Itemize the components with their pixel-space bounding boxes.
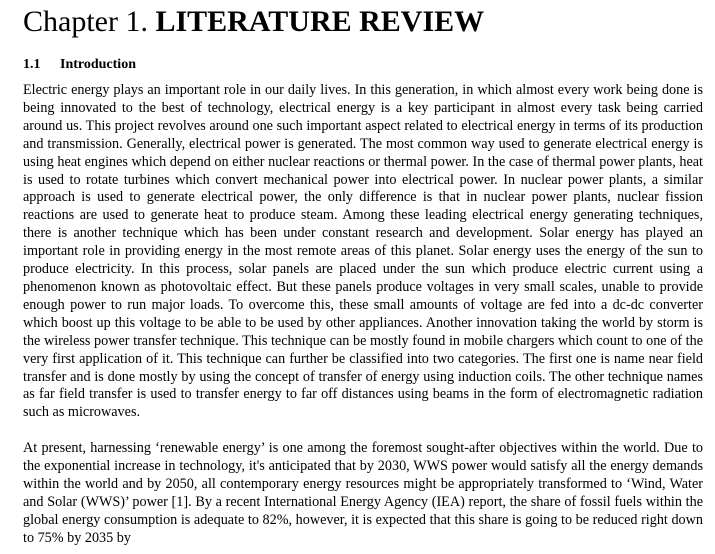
chapter-label: Chapter 1. [23, 5, 148, 38]
section-title: Introduction [60, 57, 136, 72]
paragraph-renewable-energy: At present, harnessing ‘renewable energy’ is one among the foremost sought-after objectives within the world. Due to the exponential increase in technology, it's anticipated that by 2030, WWS power would satisfy all the energy demands within the world and by 2050, all contemporary energy resources might be appropriately transformed to ‘Wind, Water and Solar (WWS)’ power [1]. By a recent International Energy Agency (IEA) report, the share of fossil fuels within the global energy consumption is adequate to 82%, however, it is expected that this share is going to be reduced right down to 75% by 2035 by [23, 440, 703, 546]
chapter-title [23, 4, 703, 40]
section-number: 1.1 [23, 57, 41, 72]
paragraph-introduction: Electric energy plays an important role in our daily lives. In this generation, in which almost every work being done is being innovated to the best of technology, electrical energy is a key participant in almost every task being carried around us. This project revolves around one such important aspect related to electrical energy in terms of its production and transmission. Generally, electrical power is generated. The most common way used to generate electrical energy is using heat engines which depend on either nuclear reactions or thermal power. In the case of thermal power plants, heat is used to rotate turbines which convert mechanical power into electrical power. In nuclear power plants, a similar approach is used to generate electrical power, the only difference is that in nuclear power plants, nuclear fission reactions are used to generate heat to produce steam. Among these leading electrical energy generating techniques, there is another technique which has been under constant research and development. Solar energy has played an important role in providing energy in the most remote areas of this planet. Solar energy uses the energy of the sun to produce electricity. In this process, solar panels are placed under the sun which produce electric current using a phenomenon known as photovoltaic effect. But these panels produce voltages in very small scales, unable to provide enough power to run major loads. To overcome this, these small amounts of voltage are fed into a dc-dc converter which boost up this voltage to be able to be used by other appliances. Another innovation taking the world by storm is the wireless power transfer technique. This technique can be mostly found in mobile chargers which count to one of the very first application of it. This technique can further be classified into two categories. The first one is name near field transfer and is done mostly by using the concept of transfer of energy using induction coils. The other technique names as far field transfer is used to transfer energy to far off distances using beams in the form of electromagnetic radiation such as microwaves. [23, 82, 703, 421]
document-page [23, 0, 703, 548]
section-heading [23, 56, 703, 74]
chapter-heading: LITERATURE REVIEW [155, 5, 485, 38]
